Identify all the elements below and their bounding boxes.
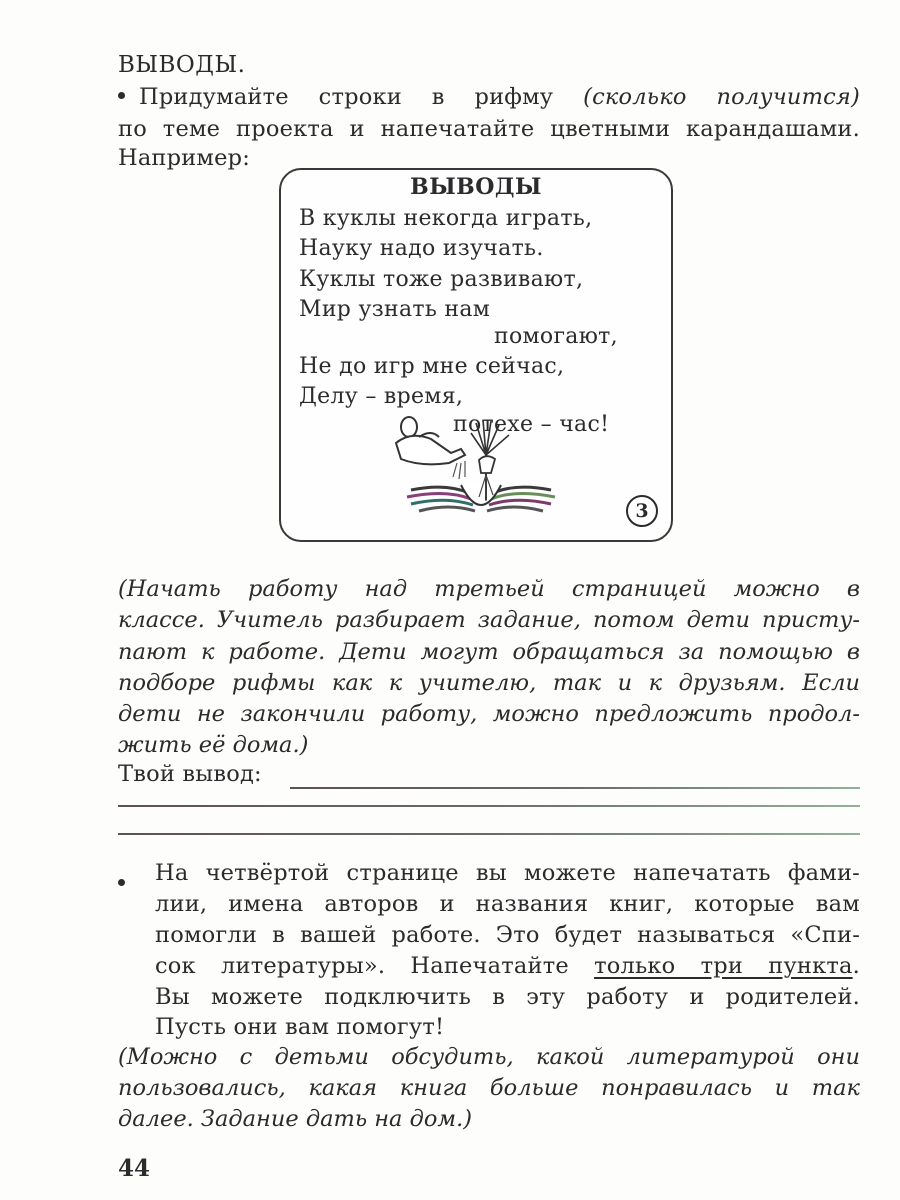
poem-line: потехе – час!: [453, 412, 610, 437]
poem-line: Науку надо изучать.: [299, 236, 544, 261]
teacher-note-line: подборе рифмы как к учителю, так и к друзьям. Если: [118, 670, 860, 696]
page-badge: 3: [626, 495, 658, 527]
underlined-phrase: только три пункта: [594, 953, 853, 979]
watering-can-illustration-icon: [391, 415, 571, 525]
poem-line: Не до игр мне сейчас,: [299, 354, 565, 379]
bullet-icon: [118, 92, 125, 99]
poem-line: В куклы некогда играть,: [299, 206, 593, 231]
teacher-note-line: далее. Задание дать на дом.): [118, 1106, 473, 1132]
teacher-note-line: жить её дома.): [118, 732, 309, 758]
poem-line: Мир узнать нам: [299, 297, 491, 322]
teacher-note-line: (Можно с детьми обсудить, какой литературой они: [118, 1044, 860, 1070]
conclusion-input-line-1[interactable]: [290, 787, 860, 789]
task2-line: лии, имена авторов и названия книг, которые вам: [155, 891, 860, 917]
teacher-note-line: пают к работе. Дети могут обращаться за помощью в: [118, 639, 860, 665]
task2-line: помогли в вашей работе. Это будет называться «Спи-: [155, 922, 860, 948]
example-box: [279, 168, 673, 542]
poem-line: Куклы тоже развивают,: [299, 267, 584, 292]
task2-line: На четвёртой странице вы можете напечатать фами-: [155, 860, 860, 886]
task1-line-2: по теме проекта и напечатайте цветными карандашами.: [118, 116, 860, 142]
teacher-note-line: (Начать работу над третьей страницей можно в: [118, 576, 860, 602]
page-number: 44: [118, 1155, 151, 1182]
task1-line-1: Придумайте строки в рифму (сколько получится): [118, 84, 860, 110]
task2-line: Пусть они вам помогут!: [155, 1014, 445, 1040]
conclusion-input-line-3[interactable]: [118, 833, 860, 835]
example-box-title: ВЫВОДЫ: [410, 174, 542, 200]
teacher-note-line: классе. Учитель разбирает задание, потом дети присту-: [118, 607, 860, 633]
task2-line: Вы можете подключить в эту работу и родителей.: [155, 984, 860, 1010]
teacher-note-line: пользовались, какая книга больше понравилась и так: [118, 1075, 860, 1101]
conclusion-label: Твой вывод:: [118, 761, 262, 787]
conclusion-input-line-2[interactable]: [118, 805, 860, 807]
bullet-icon: [118, 879, 125, 886]
section-heading: ВЫВОДЫ.: [118, 52, 246, 78]
poem-line: помогают,: [494, 324, 618, 349]
task1-line-3: Например:: [118, 145, 251, 171]
teacher-note-line: дети не закончили работу, можно предложить продол-: [118, 701, 860, 727]
poem-line: Делу – время,: [299, 384, 464, 409]
task2-line: сок литературы». Напечатайте только три пункта.: [155, 953, 860, 979]
